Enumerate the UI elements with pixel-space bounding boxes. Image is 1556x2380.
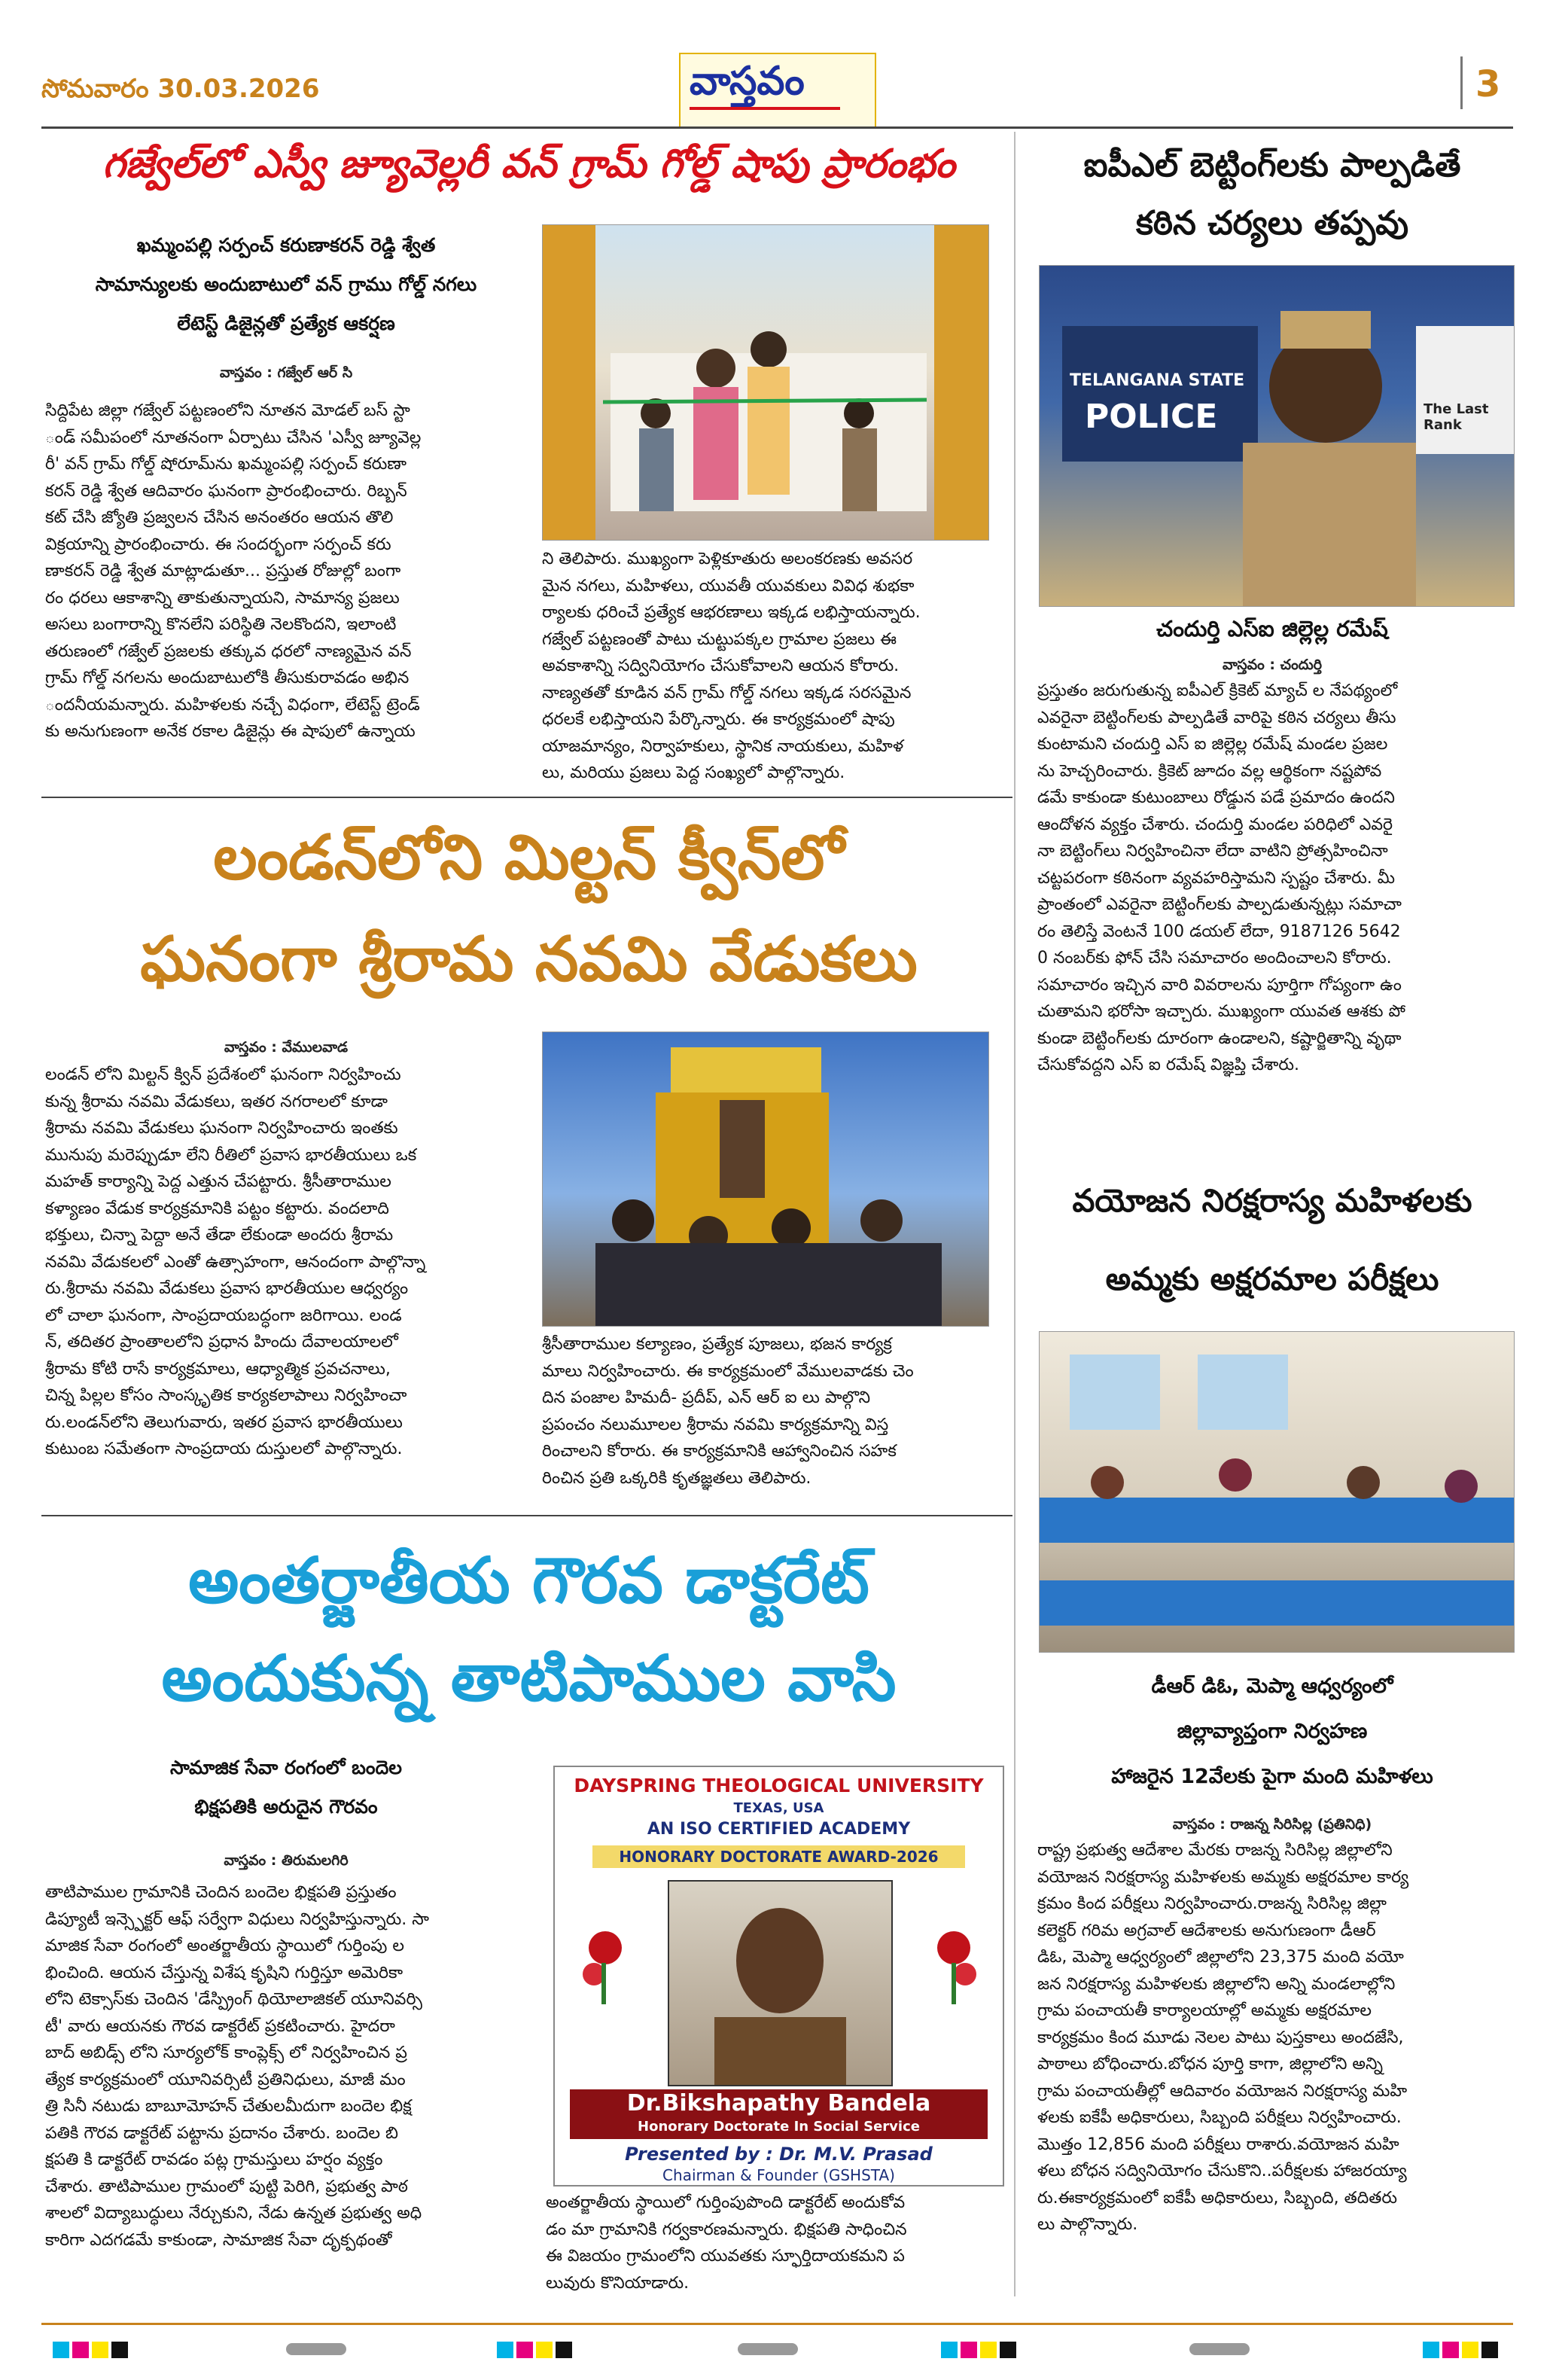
date-line: సోమవారం 30.03.2026	[41, 74, 320, 104]
registration-marks	[0, 2334, 1556, 2364]
police-officer-photo	[1040, 266, 1514, 606]
story1-bottom-rule	[41, 797, 1012, 798]
story5-body: రాష్ట్ర ప్రభుత్వ ఆదేశాల మేరకు రాజన్న సిరిసిల్ల జిల్లాలోని వయోజన నిరక్షరాస్య మహిళలకు అమ్మకు అక్షరమాల కార్య క్రమం కింద పరీక్షలు నిర్వహించారు.రాజన్న సిరిసిల్ల జిల్లా కలెక్టర్ గరిమ అగ్రవాల్ ఆదేశాలకు అనుగుణంగా డీఆర్ డిఓ, మెప్మా ఆధ్వర్యంలో జిల్లాలోని 23,375 మంది వయో జన నిరక్షరాస్య మహిళలకు జిల్లాలోని అన్ని మండలాల్లోని గ్రామ పంచాయతీ కార్యాలయాల్లో అమ్మకు అక్షరమాల కార్యక్రమం కింద మూడు నెలల పాటు పుస్తకాలు అందజేసి, పాఠాలు బోధించారు.బోధన పూర్తి కాగా, జిల్లాలోని అన్ని గ్రామ పంచాయతీల్లో ఆదివారం వయోజన నిరక్షరాస్య మహి ళలకు ఐకేపీ అధికారులు, సిబ్బంది పరీక్షలు నిర్వహించారు. మొత్తం 12,856 మంది పరీక్షలు రాశారు.వయోజన మహి ళలు బోధన సద్వినియోగం చేసుకొని..పరీక్షలకు హాజరయ్యా రు.ఈకార్యక్రమంలో ఐకేపీ అధికారులు, సిబ్బంది, తదితరు లు పాల్గొన్నారు.	[1037, 1841, 1409, 2234]
logo-text: వాస్తవం	[690, 59, 805, 104]
story5-byline: వాస్తవం : రాజన్న సిరిసిల్ల (ప్రతినిధి)	[1172, 1816, 1372, 1833]
doctorate-certificate	[553, 1766, 1004, 2186]
story2-headline-line2: ఘనంగా శ్రీరామ నవమి వేడుకలు	[140, 924, 918, 995]
story5-subhead: డీఆర్ డిఓ, మెప్మా ఆధ్వర్యంలో జిల్లావ్యాప్తంగా నిర్వహణ హాజరైన 12వేలకు పైగా మంది మహిళలు	[1111, 1675, 1433, 1788]
cert-university: DAYSPRING THEOLOGICAL UNIVERSITY	[574, 1775, 984, 1796]
cert-location: TEXAS, USA	[733, 1800, 824, 1816]
story1-column-1: సిద్దిపేట జిల్లా గజ్వేల్ పట్టణంలోని నూతన మోడల్ బస్ స్టా ండ్ సమీపంలో నూతనంగా ఏర్పాటు చేసిన 'ఎస్వీ జ్యూవెల్ల రీ' వన్ గ్రామ్ గోల్డ్ షోరూమ్‌ను ఖమ్మంపల్లి సర్పంచ్ కరుణా కరన్ రెడ్డి శ్వేత ఆదివారం ఘనంగా ప్రారంభించారు. రిబ్బన్ కట్ చేసి జ్యోతి ప్రజ్వలన చేసిన అనంతరం ఆయన తొలి విక్రయాన్ని ప్రారంభించారు. ఈ సందర్భంగా సర్పంచ్ కరు ణాకరన్ రెడ్డి శ్వేత మాట్లాడుతూ... ప్రస్తుత రోజుల్లో బంగా రం ధరలు ఆకాశాన్ని తాకుతున్నాయని, సామాన్య ప్రజలు అసలు బంగారాన్ని కొనలేని పరిస్థితి నెలకొందని, ఇలాంటి తరుణంలో గజ్వేల్ ప్రజలకు తక్కువ ధరలో నాణ్యమైన వన్ గ్రామ్ గోల్డ్ నగలను అందుబాటులోకి తీసుకురావడం అభిన ందనీయమన్నారు. మహిళలకు నచ్చే విధంగా, లేటెస్ట్ ట్రెండ్ కు అనుగుణంగా అనేక రకాల డిజైన్లు ఈ షాపులో ఉన్నాయ	[45, 401, 422, 741]
story4-headline-line1: ఐపీఎల్ బెట్టింగ్‌లకు పాల్పడితే	[1083, 146, 1461, 184]
story1-headline: గజ్వేల్‌లో ఎస్వీ జ్యూవెల్లరీ వన్ గ్రామ్ గోల్డ్ షాపు ప్రారంభం	[102, 142, 955, 187]
cert-chairman: Chairman & Founder (GSHSTA)	[662, 2166, 895, 2184]
story1-subhead: ఖమ్మంపల్లి సర్పంచ్ కరుణాకరన్ రెడ్డి శ్వేత సామాన్యులకు అందుబాటులో వన్ గ్రాము గోల్డ్ నగలు లేటెస్ట్ డిజైన్లతో ప్రత్యేక ఆకర్షణ	[95, 234, 477, 334]
masthead-rule	[41, 126, 1513, 129]
cert-name-banner	[570, 2089, 988, 2139]
page-number: 3	[1475, 63, 1501, 105]
story3-column-2: అంతర్జాతీయ స్థాయిలో గుర్తింపుపొంది డాక్టరేట్ అందుకోవ డం మా గ్రామానికి గర్వకారణమన్నారు. భిక్షపతి సాధించిన ఈ విజయం గ్రామంలోని యువతకు స్ఫూర్తిదాయకమని ప లువురు కొనియాడారు.	[546, 2193, 907, 2293]
story4-caption: చందుర్తి ఎస్ఐ జిల్లెల్ల రమేష్	[1156, 616, 1388, 641]
column-separator	[1014, 132, 1016, 2296]
masthead-divider	[1460, 56, 1463, 109]
story2-headline-line1: లండన్‌లోని మిల్టన్ క్వీన్‌లో	[213, 822, 845, 894]
story3-byline: వాస్తవం : తిరుమలగిరి	[224, 1852, 349, 1869]
cert-presented: Presented by : Dr. M.V. Prasad	[625, 2144, 933, 2165]
story4-photo	[1039, 265, 1515, 607]
story3-headline-line1: అంతర్జాతీయ గౌరవ డాక్టరేట్	[188, 1543, 869, 1617]
story5-photo	[1039, 1331, 1515, 1653]
logo-underline	[690, 107, 840, 110]
story3-subhead: సామాజిక సేవా రంగంలో బందెల భిక్షపతికి అరుదైన గౌరవం	[170, 1757, 402, 1818]
photo-sign-state: TELANGANA STATE	[1070, 371, 1245, 390]
right-rose-decoration	[920, 1918, 988, 2008]
cert-award: HONORARY DOCTORATE AWARD-2026	[592, 1845, 965, 1868]
rama-navami-photo	[543, 1032, 988, 1326]
story5-headline-line1: వయోజన నిరక్షరాస్య మహిళలకు	[1072, 1182, 1472, 1219]
footer-rule	[41, 2323, 1513, 2325]
portrait-image	[669, 1882, 891, 2085]
color-bar	[0, 2334, 1556, 2364]
cert-iso: AN ISO CERTIFIED ACADEMY	[647, 1820, 911, 1839]
story2-column-1: లండన్ లోని మిల్టన్ క్విన్ ప్రదేశంలో ఘనంగా నిర్వహించు కున్న శ్రీరామ నవమి వేడుకలు, ఇతర నగరాలలో కూడా శ్రీరామ నవమి వేడుకలు ఘనంగా నిర్వహించారు ఇంతకు మునుపు మరెప్పుడూ లేని రీతిలో ప్రవాస భారతీయులు ఒక మహత్ కార్యాన్ని పెద్ద ఎత్తున చేపట్టారు. శ్రీసీతారాముల కళ్యాణం వేడుక కార్యక్రమానికి పట్టం కట్టారు. వందలాది భక్తులు, చిన్నా పెద్దా అనే తేడా లేకుండా అందరు శ్రీరామ నవమి వేడుకలలో ఎంతో ఉత్సాహంగా, ఆనందంగా పాల్గొన్నా రు.శ్రీరామ నవమి వేడుకలు ప్రవాస భారతీయుల ఆధ్వర్యం లో చాలా ఘనంగా, సాంప్రదాయబద్ధంగా జరిగాయి. లండ న్, తదితర ప్రాంతాలలోని ప్రధాన హిందు దేవాలయాలలో శ్రీరామ కోటి రాసే కార్యక్రమాలు, ఆధ్యాత్మిక ప్రవచనాలు, చిన్న పిల్లల కోసం సాంస్కృతిక కార్యకలాపాలు నిర్వహించా రు.లండన్‌లోని తెలుగువారు, ఇతర ప్రవాస భారతీయులు కుటుంబ సమేతంగా సాంప్రదాయ దుస్తులలో పాల్గొన్నారు.	[45, 1065, 426, 1458]
cert-name: Dr.Bikshapathy Bandela	[626, 2090, 931, 2116]
story4-byline: వాస్తవం : చందుర్తి	[1223, 657, 1322, 673]
shop-opening-photo	[543, 225, 988, 540]
story2-photo	[542, 1032, 989, 1327]
left-rose-decoration	[571, 1918, 639, 2008]
story5-headline-line2: అమ్మకు అక్షరమాల పరీక్షలు	[1105, 1260, 1439, 1297]
story1-byline: వాస్తవం : గజ్వేల్ ఆర్ సి	[219, 364, 353, 381]
story2-bottom-rule	[41, 1515, 1012, 1516]
cert-portrait	[668, 1880, 893, 2086]
story1-photo	[542, 224, 989, 541]
story3-column-1: తాటిపాముల గ్రామానికి చెందిన బందెల భిక్షపతి ప్రస్తుతం డిప్యూటీ ఇన్స్పెక్టర్ ఆఫ్ సర్వేగా విధులు నిర్వహిస్తున్నారు. సా మాజిక సేవా రంగంలో అంతర్జాతీయ స్థాయిలో గుర్తింపు ల భించింది. ఆయన చేస్తున్న విశేష కృషిని గుర్తిస్తూ అమెరికా లోని టెక్సాస్‌కు చెందిన 'డేస్ప్రింగ్ థియోలాజికల్ యూనివర్సి టీ' వారు ఆయనకు గౌరవ డాక్టరేట్ ప్రకటించారు. హైదరా బాద్ అబిడ్స్ లోని సూర్యలోక్ కాంప్లెక్స్ లో నిర్వహించిన ప్ర త్యేక కార్యక్రమంలో యూనివర్సిటీ ప్రతినిధులు, మాజీ మం త్రి సినీ నటుడు బాబూమోహన్ చేతులమీదుగా బందెల భిక్ష పతికి గౌరవ డాక్టరేట్ పట్టాను ప్రదానం చేశారు. బందెల బి క్షపతి కి డాక్టరేట్ రావడం పట్ల గ్రామస్తులు హర్షం వ్యక్తం చేశారు. తాటిపాముల గ్రామంలో పుట్టి పెరిగి, ప్రభుత్వ పాఠ శాలలో విద్యాబుద్ధులు నేర్చుకుని, నేడు ఉన్నత ప్రభుత్వ అధి కారిగా ఎదగడమే కాకుండా, సామాజిక సేవా దృక్పథంతో	[45, 1883, 429, 2250]
story3-headline-line2: అందుకున్న తాటిపాముల వాసి	[161, 1641, 897, 1715]
story1-column-2: ని తెలిపారు. ముఖ్యంగా పెళ్లికూతురు అలంకరణకు అవసర మైన నగలు, మహిళలు, యువతీ యువకులు వివిధ శుభకా ర్యాలకు ధరించే ప్రత్యేక ఆభరణాలు ఇక్కడ లభిస్తాయన్నారు. గజ్వేల్ పట్టణంతో పాటు చుట్టుపక్కల గ్రామాల ప్రజలు ఈ అవకాశాన్ని సద్వినియోగం చేసుకోవాలని ఆయన కోరారు. నాణ్యతతో కూడిన వన్ గ్రామ్ గోల్డ్ నగలు ఇక్కడ సరసమైన ధరలకే లభిస్తాయని పేర్కొన్నారు. ఈ కార్యక్రమంలో షాపు యాజమాన్యం, నిర్వాహకులు, స్థానిక నాయకులు, మహిళ లు, మరియు ప్రజలు పెద్ద సంఖ్యలో పాల్గొన్నారు.	[542, 550, 921, 782]
cert-title: Honorary Doctorate In Social Service	[638, 2119, 920, 2135]
story4-headline-line2: కఠిన చర్యలు తప్పవు	[1135, 204, 1409, 242]
story4-body: ప్రస్తుతం జరుగుతున్న ఐపీఎల్ క్రికెట్ మ్యాచ్ ల నేపథ్యంలో ఎవరైనా బెట్టింగ్‌లకు పాల్పడితే వారిపై కఠిన చర్యలు తీసు కుంటామని చందుర్తి ఎస్ ఐ జిల్లెల్ల రమేష్ మండల ప్రజల ను హెచ్చరించారు. క్రికెట్ జూదం వల్ల ఆర్థికంగా నష్టపోవ డమే కాకుండా కుటుంబాలు రోడ్డున పడే ప్రమాదం ఉందని ఆందోళన వ్యక్తం చేశారు. చందుర్తి మండల పరిధిలో ఎవరై నా బెట్టింగ్‌లు నిర్వహించినా లేదా వాటిని ప్రోత్సహించినా చట్టపరంగా కఠినంగా వ్యవహరిస్తామని స్పష్టం చేశారు. మీ ప్రాంతంలో ఎవరైనా బెట్టింగ్‌లకు పాల్పడుతున్నట్లు సమాచా రం తెలిస్తే వెంటనే 100 డయల్ లేదా, 9187126 5642 0 నంబర్‌కు ఫోన్ చేసి సమాచారం అందించాలని కోరారు. సమాచారం ఇచ్చిన వారి వివరాలను పూర్తిగా గోప్యంగా ఉం చుతామని భరోసా ఇచ్చారు. ముఖ్యంగా యువత ఆశకు పో కుండా బెట్టింగ్‌లకు దూరంగా ఉండాలని, కష్టార్జితాన్ని వృథా చేసుకోవద్దని ఎస్ ఐ రమేష్ విజ్ఞప్తి చేశారు.	[1037, 681, 1405, 1074]
photo-sign-last-rank: The Last Rank	[1424, 401, 1489, 433]
story2-column-2: శ్రీసీతారాముల కల్యాణం, ప్రత్యేక పూజలు, భజన కార్యక్ర మాలు నిర్వహించారు. ఈ కార్యక్రమంలో వేములవాడకు చెం దిన పంజాల హిమదీ- ప్రదీప్, ఎన్ ఆర్ ఐ లు పాల్గొని ప్రపంచం నలుమూలల శ్రీరామ నవమి కార్యక్రమాన్ని విస్త రించాలని కోరారు. ఈ కార్యక్రమానికి ఆహ్వానించిన సహక రించిన ప్రతి ఒక్కరికి కృతజ్ఞతలు తెలిపారు.	[542, 1335, 914, 1488]
masthead-logo	[679, 53, 876, 128]
story2-byline: వాస్తవం : వేములవాడ	[224, 1039, 349, 1056]
exam-hall-photo	[1040, 1332, 1514, 1652]
photo-sign-police: POLICE	[1085, 398, 1218, 436]
